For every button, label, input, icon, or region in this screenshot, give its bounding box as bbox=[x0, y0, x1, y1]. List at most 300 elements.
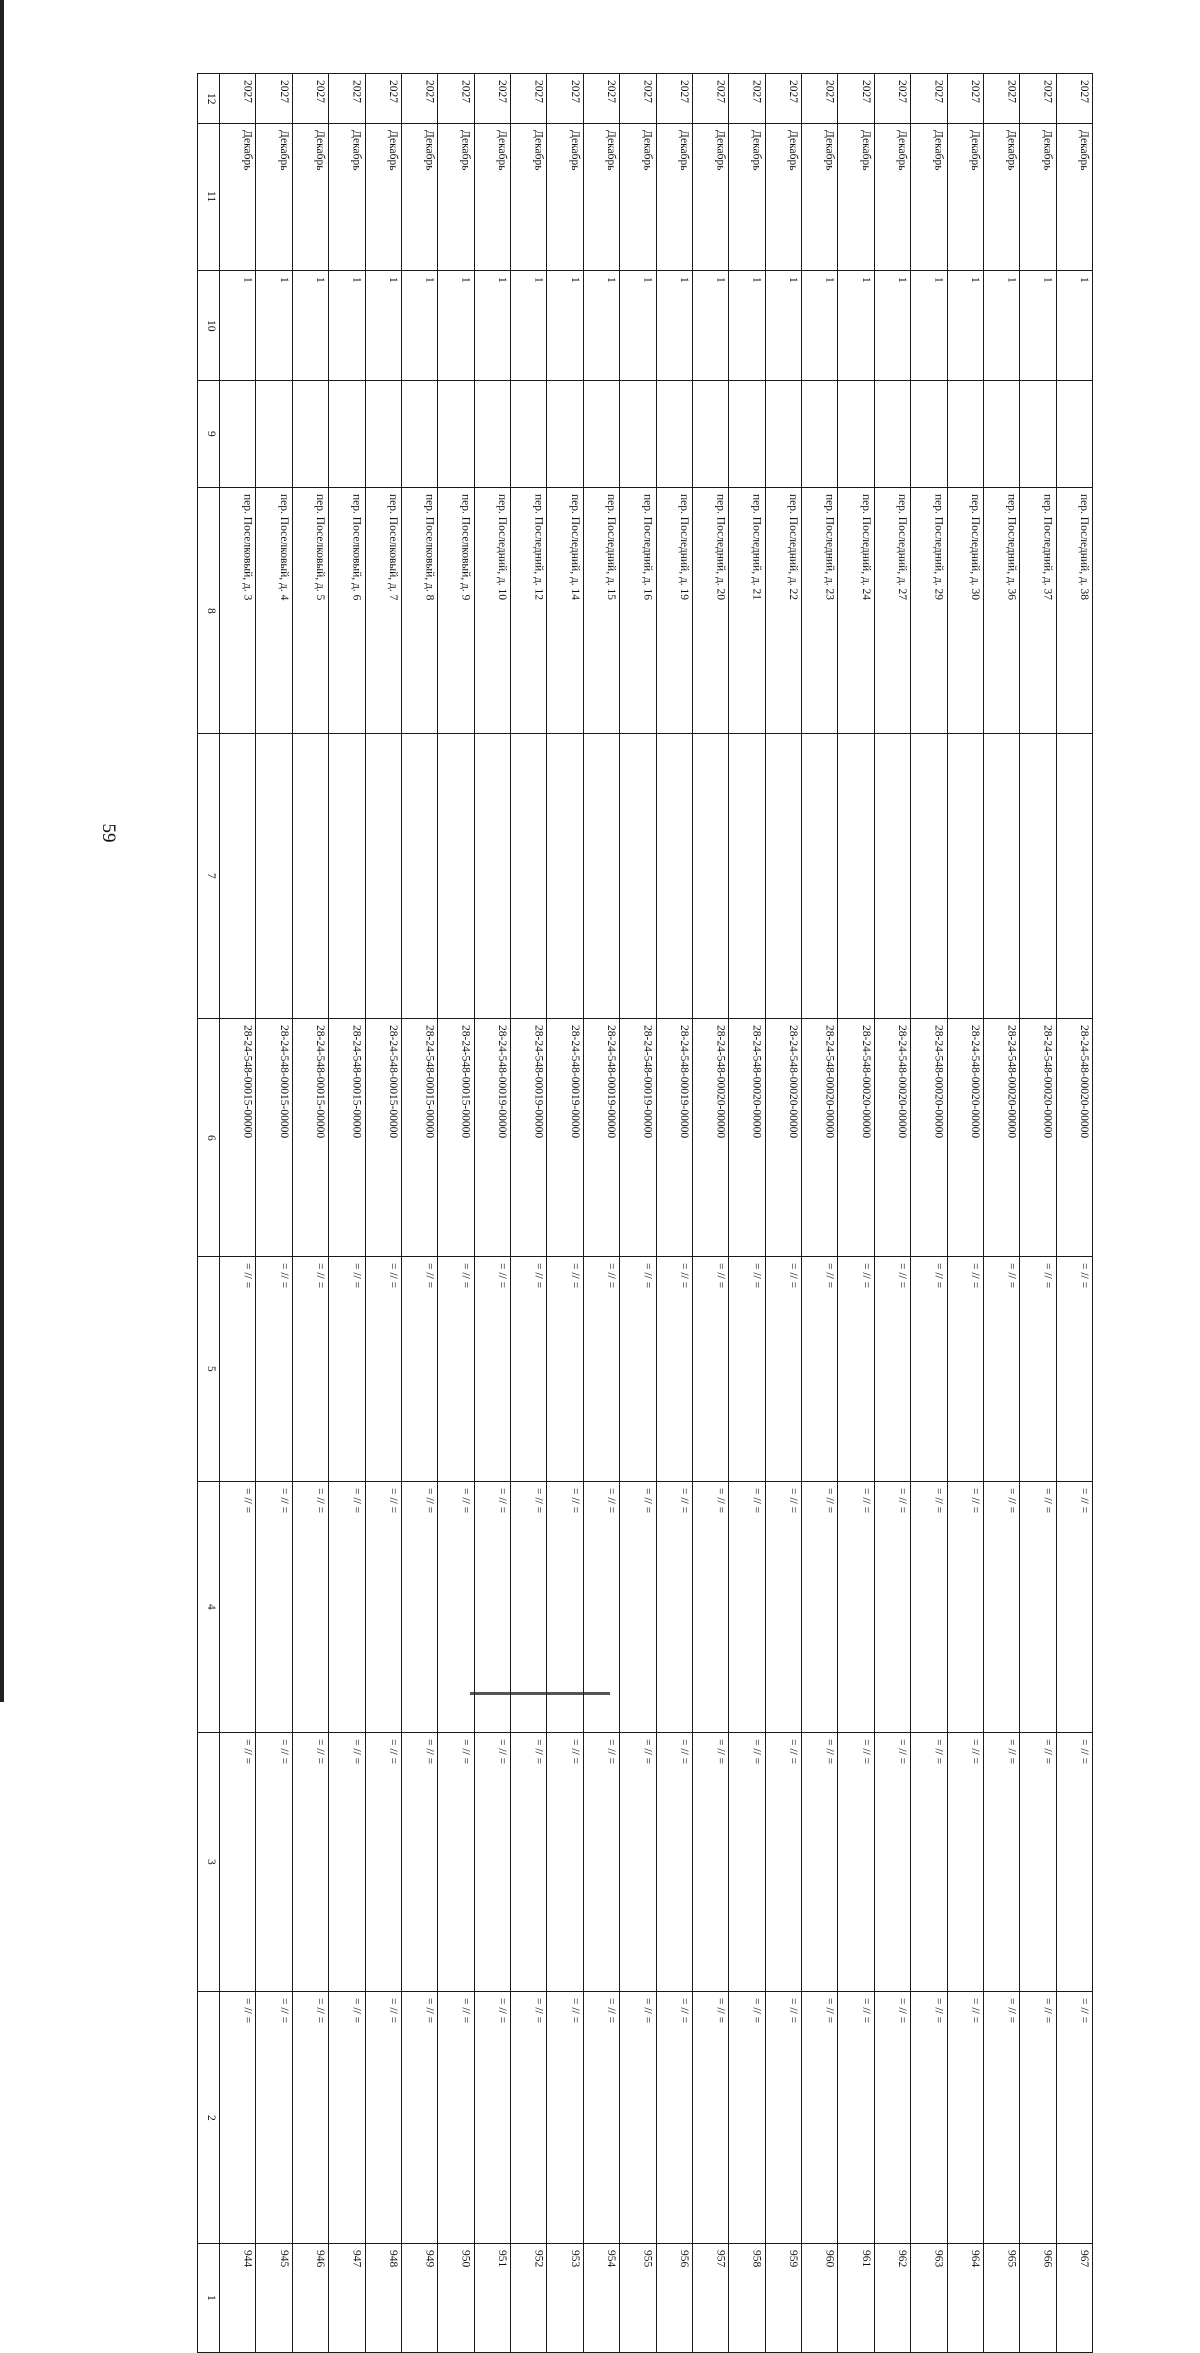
cell-c9 bbox=[474, 381, 510, 488]
cell-c9 bbox=[729, 381, 765, 488]
cell-c2: = // = bbox=[802, 1992, 838, 2244]
cell-c5: = // = bbox=[656, 1257, 692, 1482]
cell-c2: = // = bbox=[474, 1992, 510, 2244]
cell-c10: 1 bbox=[874, 271, 910, 381]
cell-c9 bbox=[511, 381, 547, 488]
cell-c7 bbox=[802, 734, 838, 1019]
cell-code: 28-24-548-00020-00000 bbox=[802, 1019, 838, 1257]
cell-c5: = // = bbox=[474, 1257, 510, 1482]
cell-n: 962 bbox=[874, 2244, 910, 2353]
cell-code: 28-24-548-00019-00000 bbox=[511, 1019, 547, 1257]
cell-c7 bbox=[765, 734, 801, 1019]
cell-c10: 1 bbox=[292, 271, 328, 381]
cell-address: пер. Поселковый, д. 4 bbox=[256, 488, 292, 734]
cell-month: Декабрь bbox=[838, 124, 874, 271]
cell-n: 961 bbox=[838, 2244, 874, 2353]
cell-year: 2027 bbox=[438, 74, 474, 124]
cell-code: 28-24-548-00020-00000 bbox=[983, 1019, 1019, 1257]
cell-c4: = // = bbox=[802, 1482, 838, 1733]
cell-n: 955 bbox=[620, 2244, 656, 2353]
cell-c5: = // = bbox=[620, 1257, 656, 1482]
cell-c10: 1 bbox=[438, 271, 474, 381]
cell-c5: = // = bbox=[692, 1257, 728, 1482]
cell-c4: = // = bbox=[220, 1482, 256, 1733]
cell-month: Декабрь bbox=[329, 124, 365, 271]
cell-c3: = // = bbox=[329, 1733, 365, 1992]
cell-n: 956 bbox=[656, 2244, 692, 2353]
cell-c9 bbox=[765, 381, 801, 488]
cell-c4: = // = bbox=[292, 1482, 328, 1733]
cell-c4: = // = bbox=[438, 1482, 474, 1733]
cell-year: 2027 bbox=[256, 74, 292, 124]
cell-c3: = // = bbox=[656, 1733, 692, 1992]
cell-c10: 1 bbox=[511, 271, 547, 381]
cell-c7 bbox=[1056, 734, 1092, 1019]
cell-code: 28-24-548-00020-00000 bbox=[1020, 1019, 1056, 1257]
cell-c9 bbox=[365, 381, 401, 488]
column-header: 3 bbox=[198, 1733, 220, 1992]
cell-month: Декабрь bbox=[438, 124, 474, 271]
cell-c3: = // = bbox=[547, 1733, 583, 1992]
cell-c2: = // = bbox=[765, 1992, 801, 2244]
table-line-col-12 bbox=[198, 74, 1093, 124]
cell-c3: = // = bbox=[729, 1733, 765, 1992]
cell-month: Декабрь bbox=[1056, 124, 1092, 271]
column-header: 1 bbox=[198, 2244, 220, 2353]
cell-c3: = // = bbox=[292, 1733, 328, 1992]
cell-c3: = // = bbox=[692, 1733, 728, 1992]
cell-month: Декабрь bbox=[983, 124, 1019, 271]
table-line-col-11 bbox=[198, 124, 1093, 271]
cell-year: 2027 bbox=[292, 74, 328, 124]
cell-c5: = // = bbox=[547, 1257, 583, 1482]
cell-c7 bbox=[620, 734, 656, 1019]
table-body bbox=[198, 74, 1093, 2353]
cell-address: пер. Последний, д. 15 bbox=[583, 488, 619, 734]
cell-code: 28-24-548-00015-00000 bbox=[292, 1019, 328, 1257]
cell-c4: = // = bbox=[656, 1482, 692, 1733]
cell-code: 28-24-548-00015-00000 bbox=[220, 1019, 256, 1257]
cell-c5: = // = bbox=[874, 1257, 910, 1482]
cell-c3: = // = bbox=[1056, 1733, 1092, 1992]
cell-c10: 1 bbox=[911, 271, 947, 381]
cell-c4: = // = bbox=[365, 1482, 401, 1733]
cell-address: пер. Последний, д. 12 bbox=[511, 488, 547, 734]
table-line-col-2 bbox=[198, 1992, 1093, 2244]
cell-address: пер. Поселковый, д. 7 bbox=[365, 488, 401, 734]
cell-c10: 1 bbox=[729, 271, 765, 381]
cell-c3: = // = bbox=[1020, 1733, 1056, 1992]
cell-c2: = // = bbox=[583, 1992, 619, 2244]
cell-year: 2027 bbox=[874, 74, 910, 124]
cell-c9 bbox=[329, 381, 365, 488]
cell-c10: 1 bbox=[365, 271, 401, 381]
cell-c2: = // = bbox=[656, 1992, 692, 2244]
cell-code: 28-24-548-00020-00000 bbox=[1056, 1019, 1092, 1257]
cell-month: Декабрь bbox=[256, 124, 292, 271]
cell-code: 28-24-548-00015-00000 bbox=[365, 1019, 401, 1257]
cell-code: 28-24-548-00019-00000 bbox=[547, 1019, 583, 1257]
cell-code: 28-24-548-00015-00000 bbox=[401, 1019, 437, 1257]
cell-address: пер. Последний, д. 30 bbox=[947, 488, 983, 734]
column-header: 5 bbox=[198, 1257, 220, 1482]
cell-c10: 1 bbox=[401, 271, 437, 381]
cell-address: пер. Последний, д. 38 bbox=[1056, 488, 1092, 734]
cell-c3: = // = bbox=[583, 1733, 619, 1992]
cell-c10: 1 bbox=[802, 271, 838, 381]
cell-month: Декабрь bbox=[620, 124, 656, 271]
column-header: 12 bbox=[198, 74, 220, 124]
cell-c2: = // = bbox=[438, 1992, 474, 2244]
cell-code: 28-24-548-00020-00000 bbox=[838, 1019, 874, 1257]
cell-year: 2027 bbox=[474, 74, 510, 124]
cell-c7 bbox=[583, 734, 619, 1019]
cell-year: 2027 bbox=[765, 74, 801, 124]
cell-c4: = // = bbox=[547, 1482, 583, 1733]
cell-n: 947 bbox=[329, 2244, 365, 2353]
cell-address: пер. Последний, д. 27 bbox=[874, 488, 910, 734]
cell-c2: = // = bbox=[911, 1992, 947, 2244]
cell-month: Декабрь bbox=[292, 124, 328, 271]
cell-c3: = // = bbox=[947, 1733, 983, 1992]
cell-c5: = // = bbox=[256, 1257, 292, 1482]
cell-month: Декабрь bbox=[729, 124, 765, 271]
cell-c10: 1 bbox=[620, 271, 656, 381]
cell-code: 28-24-548-00019-00000 bbox=[583, 1019, 619, 1257]
cell-code: 28-24-548-00015-00000 bbox=[438, 1019, 474, 1257]
cell-month: Декабрь bbox=[220, 124, 256, 271]
cell-c2: = // = bbox=[692, 1992, 728, 2244]
column-header: 11 bbox=[198, 124, 220, 271]
cell-year: 2027 bbox=[692, 74, 728, 124]
cell-c3: = // = bbox=[802, 1733, 838, 1992]
cell-c4: = // = bbox=[329, 1482, 365, 1733]
cell-n: 957 bbox=[692, 2244, 728, 2353]
cell-c9 bbox=[874, 381, 910, 488]
column-header: 9 bbox=[198, 381, 220, 488]
cell-year: 2027 bbox=[656, 74, 692, 124]
column-header: 6 bbox=[198, 1019, 220, 1257]
cell-c9 bbox=[802, 381, 838, 488]
cell-address: пер. Последний, д. 37 bbox=[1020, 488, 1056, 734]
cell-month: Декабрь bbox=[1020, 124, 1056, 271]
cell-code: 28-24-548-00015-00000 bbox=[329, 1019, 365, 1257]
cell-c2: = // = bbox=[256, 1992, 292, 2244]
cell-address: пер. Последний, д. 20 bbox=[692, 488, 728, 734]
cell-c10: 1 bbox=[474, 271, 510, 381]
cell-c5: = // = bbox=[729, 1257, 765, 1482]
cell-c9 bbox=[1056, 381, 1092, 488]
cell-c4: = // = bbox=[765, 1482, 801, 1733]
cell-c7 bbox=[438, 734, 474, 1019]
cell-month: Декабрь bbox=[474, 124, 510, 271]
cell-year: 2027 bbox=[983, 74, 1019, 124]
table-line-col-10 bbox=[198, 271, 1093, 381]
cell-year: 2027 bbox=[729, 74, 765, 124]
cell-c4: = // = bbox=[838, 1482, 874, 1733]
cell-code: 28-24-548-00020-00000 bbox=[911, 1019, 947, 1257]
cell-c2: = // = bbox=[947, 1992, 983, 2244]
cell-c3: = // = bbox=[474, 1733, 510, 1992]
cell-c3: = // = bbox=[911, 1733, 947, 1992]
cell-c2: = // = bbox=[874, 1992, 910, 2244]
cell-c7 bbox=[511, 734, 547, 1019]
cell-c9 bbox=[292, 381, 328, 488]
cell-c9 bbox=[983, 381, 1019, 488]
table-line-col-4 bbox=[198, 1482, 1093, 1733]
cell-c5: = // = bbox=[438, 1257, 474, 1482]
cell-c3: = // = bbox=[620, 1733, 656, 1992]
cell-c4: = // = bbox=[511, 1482, 547, 1733]
cell-c4: = // = bbox=[1020, 1482, 1056, 1733]
cell-c2: = // = bbox=[547, 1992, 583, 2244]
cell-year: 2027 bbox=[329, 74, 365, 124]
cell-c10: 1 bbox=[1020, 271, 1056, 381]
scan-left-edge bbox=[0, 0, 4, 1702]
cell-year: 2027 bbox=[911, 74, 947, 124]
cell-n: 966 bbox=[1020, 2244, 1056, 2353]
cell-month: Декабрь bbox=[874, 124, 910, 271]
cell-c7 bbox=[292, 734, 328, 1019]
cell-n: 951 bbox=[474, 2244, 510, 2353]
cell-c2: = // = bbox=[329, 1992, 365, 2244]
cell-c3: = // = bbox=[511, 1733, 547, 1992]
cell-c5: = // = bbox=[1056, 1257, 1092, 1482]
cell-year: 2027 bbox=[220, 74, 256, 124]
cell-c3: = // = bbox=[365, 1733, 401, 1992]
cell-c9 bbox=[620, 381, 656, 488]
cell-c5: = // = bbox=[292, 1257, 328, 1482]
cell-c9 bbox=[401, 381, 437, 488]
cell-code: 28-24-548-00020-00000 bbox=[765, 1019, 801, 1257]
cell-c5: = // = bbox=[583, 1257, 619, 1482]
cell-month: Декабрь bbox=[656, 124, 692, 271]
cell-c4: = // = bbox=[1056, 1482, 1092, 1733]
cell-c3: = // = bbox=[401, 1733, 437, 1992]
table-line-col-8 bbox=[198, 488, 1093, 734]
cell-c9 bbox=[947, 381, 983, 488]
column-header: 8 bbox=[198, 488, 220, 734]
cell-address: пер. Последний, д. 22 bbox=[765, 488, 801, 734]
cell-code: 28-24-548-00019-00000 bbox=[620, 1019, 656, 1257]
cell-month: Декабрь bbox=[911, 124, 947, 271]
cell-c9 bbox=[656, 381, 692, 488]
cell-n: 964 bbox=[947, 2244, 983, 2353]
cell-code: 28-24-548-00020-00000 bbox=[874, 1019, 910, 1257]
cell-address: пер. Поселковый, д. 3 bbox=[220, 488, 256, 734]
cell-code: 28-24-548-00020-00000 bbox=[947, 1019, 983, 1257]
table-line-col-1 bbox=[198, 2244, 1093, 2353]
cell-c4: = // = bbox=[692, 1482, 728, 1733]
cell-address: пер. Поселковый, д. 9 bbox=[438, 488, 474, 734]
cell-c10: 1 bbox=[1056, 271, 1092, 381]
cell-address: пер. Последний, д. 23 bbox=[802, 488, 838, 734]
cell-c4: = // = bbox=[983, 1482, 1019, 1733]
cell-code: 28-24-548-00020-00000 bbox=[729, 1019, 765, 1257]
column-header: 10 bbox=[198, 271, 220, 381]
cell-year: 2027 bbox=[620, 74, 656, 124]
cell-n: 949 bbox=[401, 2244, 437, 2353]
cell-n: 952 bbox=[511, 2244, 547, 2353]
column-header: 7 bbox=[198, 734, 220, 1019]
cell-c10: 1 bbox=[547, 271, 583, 381]
cell-year: 2027 bbox=[583, 74, 619, 124]
cell-c2: = // = bbox=[365, 1992, 401, 2244]
cell-c5: = // = bbox=[983, 1257, 1019, 1482]
cell-c9 bbox=[438, 381, 474, 488]
table-line-col-9 bbox=[198, 381, 1093, 488]
cell-c10: 1 bbox=[692, 271, 728, 381]
cell-c3: = // = bbox=[256, 1733, 292, 1992]
table-line-col-7 bbox=[198, 734, 1093, 1019]
cell-year: 2027 bbox=[838, 74, 874, 124]
cell-c5: = // = bbox=[329, 1257, 365, 1482]
cell-c10: 1 bbox=[765, 271, 801, 381]
cell-c2: = // = bbox=[983, 1992, 1019, 2244]
cell-c2: = // = bbox=[511, 1992, 547, 2244]
cell-address: пер. Поселковый, д. 8 bbox=[401, 488, 437, 734]
cell-year: 2027 bbox=[401, 74, 437, 124]
cell-c2: = // = bbox=[292, 1992, 328, 2244]
cell-n: 944 bbox=[220, 2244, 256, 2353]
cell-n: 950 bbox=[438, 2244, 474, 2353]
column-header: 4 bbox=[198, 1482, 220, 1733]
cell-c7 bbox=[838, 734, 874, 1019]
cell-c4: = // = bbox=[583, 1482, 619, 1733]
cell-c5: = // = bbox=[1020, 1257, 1056, 1482]
cell-c7 bbox=[729, 734, 765, 1019]
cell-c10: 1 bbox=[838, 271, 874, 381]
cell-c7 bbox=[401, 734, 437, 1019]
cell-address: пер. Поселковый, д. 6 bbox=[329, 488, 365, 734]
cell-month: Декабрь bbox=[765, 124, 801, 271]
cell-month: Декабрь bbox=[401, 124, 437, 271]
cell-c10: 1 bbox=[329, 271, 365, 381]
cell-c10: 1 bbox=[656, 271, 692, 381]
cell-c9 bbox=[692, 381, 728, 488]
cell-c4: = // = bbox=[911, 1482, 947, 1733]
cell-c3: = // = bbox=[874, 1733, 910, 1992]
cell-code: 28-24-548-00019-00000 bbox=[474, 1019, 510, 1257]
cell-c9 bbox=[256, 381, 292, 488]
cell-c9 bbox=[547, 381, 583, 488]
cell-c7 bbox=[656, 734, 692, 1019]
cell-month: Декабрь bbox=[802, 124, 838, 271]
table-line-col-6 bbox=[198, 1019, 1093, 1257]
column-header: 2 bbox=[198, 1992, 220, 2244]
cell-c2: = // = bbox=[401, 1992, 437, 2244]
cell-address: пер. Последний, д. 21 bbox=[729, 488, 765, 734]
cell-c2: = // = bbox=[838, 1992, 874, 2244]
cell-address: пер. Поселковый, д. 5 bbox=[292, 488, 328, 734]
table-line-col-5 bbox=[198, 1257, 1093, 1482]
cell-n: 953 bbox=[547, 2244, 583, 2353]
cell-c9 bbox=[220, 381, 256, 488]
table-line-col-3 bbox=[198, 1733, 1093, 1992]
cell-c4: = // = bbox=[620, 1482, 656, 1733]
register-table bbox=[197, 73, 1093, 2353]
cell-address: пер. Последний, д. 36 bbox=[983, 488, 1019, 734]
cell-c7 bbox=[365, 734, 401, 1019]
cell-month: Декабрь bbox=[583, 124, 619, 271]
cell-n: 954 bbox=[583, 2244, 619, 2353]
cell-year: 2027 bbox=[1020, 74, 1056, 124]
cell-c7 bbox=[474, 734, 510, 1019]
cell-c7 bbox=[692, 734, 728, 1019]
cell-c4: = // = bbox=[401, 1482, 437, 1733]
cell-c3: = // = bbox=[438, 1733, 474, 1992]
cell-c5: = // = bbox=[911, 1257, 947, 1482]
cell-year: 2027 bbox=[947, 74, 983, 124]
cell-c7 bbox=[256, 734, 292, 1019]
cell-month: Декабрь bbox=[511, 124, 547, 271]
cell-c7 bbox=[329, 734, 365, 1019]
cell-n: 965 bbox=[983, 2244, 1019, 2353]
cell-c5: = // = bbox=[401, 1257, 437, 1482]
cell-code: 28-24-548-00019-00000 bbox=[656, 1019, 692, 1257]
cell-c7 bbox=[983, 734, 1019, 1019]
cell-address: пер. Последний, д. 19 bbox=[656, 488, 692, 734]
cell-c9 bbox=[838, 381, 874, 488]
cell-n: 958 bbox=[729, 2244, 765, 2353]
cell-c9 bbox=[911, 381, 947, 488]
cell-c9 bbox=[583, 381, 619, 488]
cell-c5: = // = bbox=[365, 1257, 401, 1482]
cell-c5: = // = bbox=[220, 1257, 256, 1482]
cell-c4: = // = bbox=[729, 1482, 765, 1733]
cell-c7 bbox=[874, 734, 910, 1019]
cell-c7 bbox=[911, 734, 947, 1019]
cell-c2: = // = bbox=[220, 1992, 256, 2244]
cell-month: Декабрь bbox=[547, 124, 583, 271]
cell-c7 bbox=[1020, 734, 1056, 1019]
page-number: 59 bbox=[98, 823, 119, 843]
cell-n: 946 bbox=[292, 2244, 328, 2353]
cell-c9 bbox=[1020, 381, 1056, 488]
cell-n: 948 bbox=[365, 2244, 401, 2353]
cell-c7 bbox=[547, 734, 583, 1019]
cell-c10: 1 bbox=[256, 271, 292, 381]
cell-c4: = // = bbox=[874, 1482, 910, 1733]
cell-c2: = // = bbox=[620, 1992, 656, 2244]
cell-year: 2027 bbox=[365, 74, 401, 124]
cell-address: пер. Последний, д. 29 bbox=[911, 488, 947, 734]
cell-n: 967 bbox=[1056, 2244, 1092, 2353]
cell-c10: 1 bbox=[947, 271, 983, 381]
cell-year: 2027 bbox=[802, 74, 838, 124]
cell-month: Декабрь bbox=[947, 124, 983, 271]
cell-c10: 1 bbox=[220, 271, 256, 381]
cell-month: Декабрь bbox=[365, 124, 401, 271]
cell-n: 945 bbox=[256, 2244, 292, 2353]
cell-n: 959 bbox=[765, 2244, 801, 2353]
cell-address: пер. Последний, д. 24 bbox=[838, 488, 874, 734]
cell-n: 960 bbox=[802, 2244, 838, 2353]
cell-c4: = // = bbox=[256, 1482, 292, 1733]
cell-year: 2027 bbox=[511, 74, 547, 124]
cell-c7 bbox=[220, 734, 256, 1019]
cell-year: 2027 bbox=[1056, 74, 1092, 124]
cell-c2: = // = bbox=[1020, 1992, 1056, 2244]
cell-c3: = // = bbox=[983, 1733, 1019, 1992]
cell-c5: = // = bbox=[511, 1257, 547, 1482]
cell-address: пер. Последний, д. 14 bbox=[547, 488, 583, 734]
cell-c4: = // = bbox=[474, 1482, 510, 1733]
cell-address: пер. Последний, д. 16 bbox=[620, 488, 656, 734]
cell-c2: = // = bbox=[1056, 1992, 1092, 2244]
cell-c3: = // = bbox=[838, 1733, 874, 1992]
cell-c5: = // = bbox=[947, 1257, 983, 1482]
